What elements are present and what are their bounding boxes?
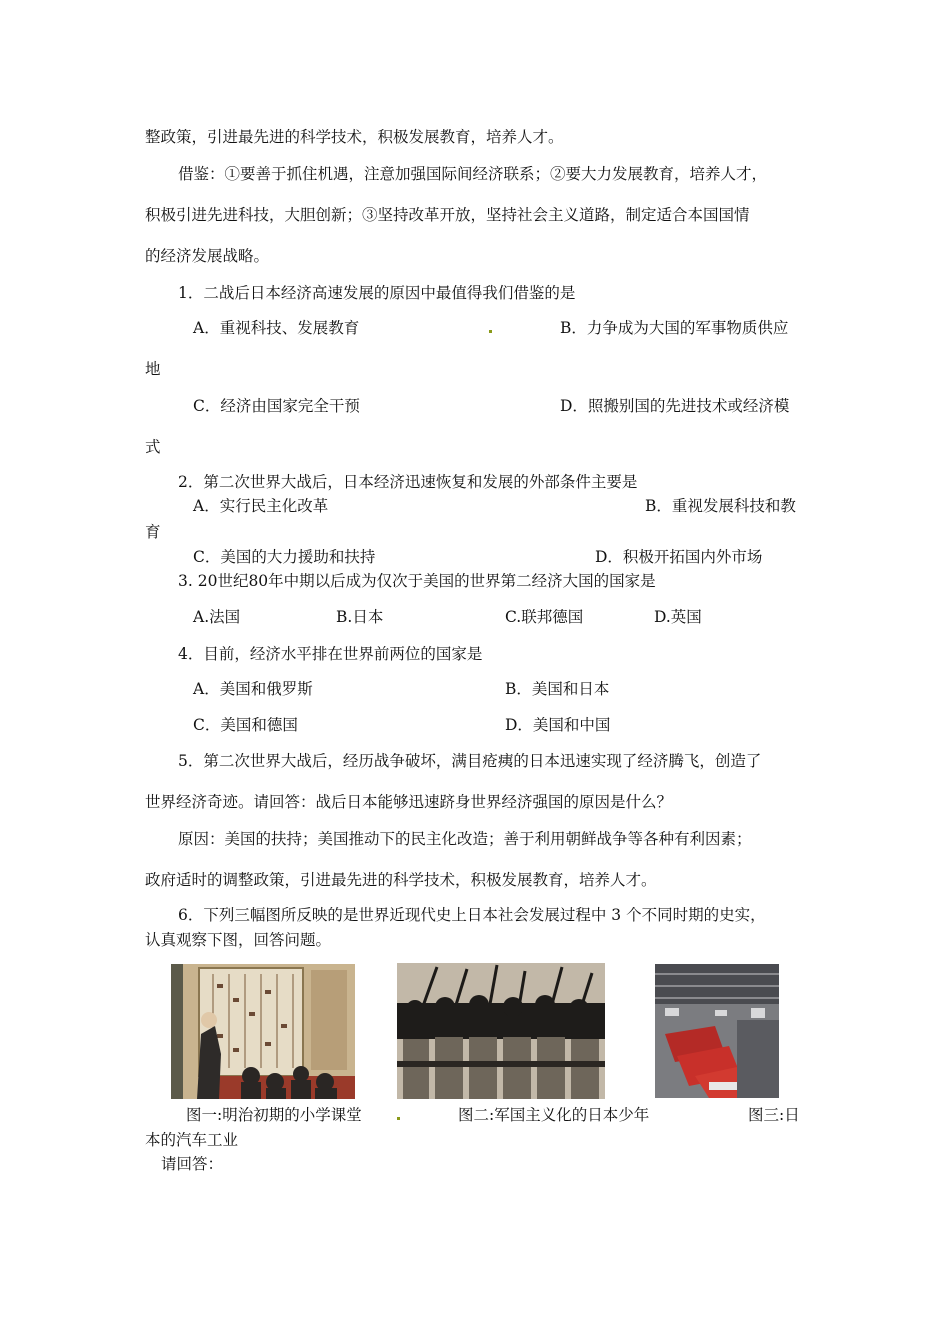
question-6-stem: 6．下列三幅图所反映的是世界近现代史上日本社会发展过程中 3 个不同时期的史实， [178,906,766,924]
figure-1-caption: 图一:明治初期的小学课堂 [186,1106,362,1124]
text-line: 借鉴：①要善于抓住机遇，注意加强国际间经济联系；②要大力发展教育，培养人才， [178,165,768,183]
question-6-stem-cont: 认真观察下图，回答问题。 [145,931,332,949]
q2-option-b-cont: 育 [145,523,161,541]
text-line: 的经济发展战略。 [145,247,270,265]
question-1-stem: 1．二战后日本经济高速发展的原因中最值得我们借鉴的是 [178,284,576,302]
figure-3-caption: 图三:日 [748,1106,800,1124]
q4-option-a: A．美国和俄罗斯 [193,680,313,698]
q3-option-a: A.法国 [193,608,241,626]
stray-mark [397,1117,400,1120]
q4-option-c: C．美国和德国 [193,716,298,734]
q1-option-d-cont: 式 [145,438,161,456]
figure-2-caption: 图二:军国主义化的日本少年 [458,1106,650,1124]
q2-option-a: A．实行民主化改革 [193,497,329,515]
question-3-stem: 3. 20世纪80年中期以后成为仅次于美国的世界第二经济大国的国家是 [178,572,656,590]
q4-option-d: D．美国和中国 [505,716,611,734]
q1-option-d: D．照搬别国的先进技术或经济模 [560,397,790,415]
q3-option-b: B.日本 [336,608,384,626]
question-5-stem: 5．第二次世界大战后，经历战争破坏，满目疮痍的日本迅速实现了经济腾飞，创造了 [178,752,762,770]
q3-option-c: C.联邦德国 [505,608,584,626]
text-line: 整政策，引进最先进的科学技术，积极发展教育，培养人才。 [145,128,564,146]
text-line: 积极引进先进科技，大胆创新；③坚持改革开放，坚持社会主义道路，制定适合本国国情 [145,206,750,224]
question-5-answer-cont: 政府适时的调整政策，引进最先进的科学技术，积极发展教育，培养人才。 [145,871,657,889]
q2-option-b: B．重视发展科技和教 [645,497,796,515]
question-4-stem: 4．目前，经济水平排在世界前两位的国家是 [178,645,483,663]
answer-prompt: 请回答： [161,1155,224,1173]
q1-option-b-cont: 地 [145,360,161,378]
question-5-answer: 原因：美国的扶持；美国推动下的民主化改造；善于利用朝鲜战争等各种有利因素； [178,830,752,848]
figure-1-meiji-classroom-photo [171,964,355,1099]
figure-3-car-factory-photo [655,964,779,1098]
q1-option-b: B．力争成为大国的军事物质供应 [560,319,789,337]
figure-2-militarized-youth-photo [397,963,605,1099]
q2-option-c: C．美国的大力援助和扶持 [193,548,376,566]
figure-3-caption-cont: 本的汽车工业 [145,1131,239,1149]
q3-option-d: D.英国 [654,608,702,626]
q1-option-c: C．经济由国家完全干预 [193,397,360,415]
question-2-stem: 2．第二次世界大战后，日本经济迅速恢复和发展的外部条件主要是 [178,473,638,491]
q1-option-a: A．重视科技、发展教育 [193,319,360,337]
q4-option-b: B．美国和日本 [505,680,610,698]
question-5-stem-cont: 世界经济奇迹。请回答：战后日本能够迅速跻身世界经济强国的原因是什么？ [145,793,673,811]
q2-option-d: D．积极开拓国内外市场 [595,548,763,566]
stray-mark [489,330,492,333]
